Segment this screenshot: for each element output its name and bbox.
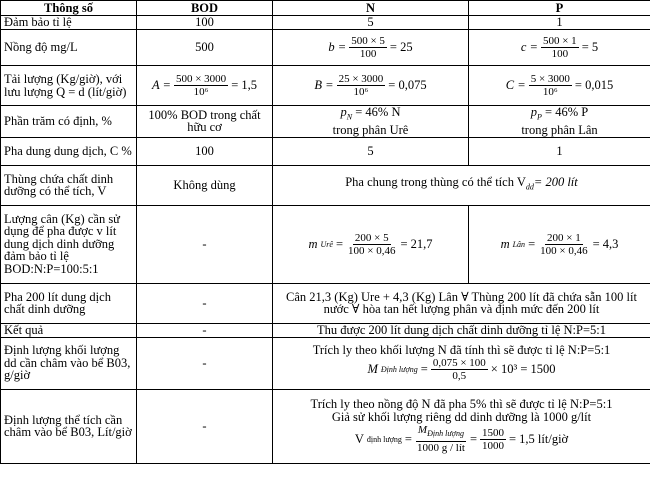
row-label: Tải lượng (Kg/giờ), với lưu lượng Q = d (lít/giờ)	[1, 66, 137, 106]
formula-lhs: m	[500, 236, 510, 251]
symbol-p: p	[340, 105, 347, 119]
row-volume-dosing	[1, 389, 650, 463]
row-result	[1, 323, 650, 337]
dosing-text: Trích ly theo khối lượng N đã tính thì sẽ được tỉ lệ N:P=5:1	[312, 343, 611, 357]
cell-np	[273, 389, 650, 463]
formula-result: = 1,5	[231, 78, 257, 92]
numerator: 0,075 × 100	[432, 357, 486, 369]
row-label: Pha 200 lít dung dịch chất dinh dưỡng	[1, 283, 137, 323]
cell-p	[469, 30, 650, 66]
fraction	[349, 35, 387, 60]
row-ratio	[1, 16, 650, 30]
numerator: 5 × 3000	[530, 73, 570, 85]
cell-bod: 100	[137, 16, 273, 30]
row-label: Nồng độ mg/L	[1, 30, 137, 66]
row-tank	[1, 165, 650, 205]
density-text: Giả sử khối lượng riêng dd dinh dưỡng là 1000 g/lít	[331, 410, 592, 425]
cell-bod: -	[137, 283, 273, 323]
formula-result: = 21,7	[400, 236, 433, 251]
row-label: Lượng cân (Kg) cần sử dụng để pha được v lít dung dịch dinh dưỡng đảm bảo tỉ lệ BOD:N:P=100:5:1	[1, 205, 137, 283]
numerator: 500 × 3000	[175, 73, 227, 85]
fraction	[529, 73, 572, 98]
cell-np: Thu được 200 lít dung dịch chất dinh dưỡng tỉ lệ N:P=5:1	[273, 323, 650, 337]
formula-result: = 1,5 lít/giờ	[509, 431, 569, 446]
cell-n	[273, 66, 469, 106]
header-param: Thông số	[1, 1, 137, 16]
formula-lhs-sub: Định lượng	[380, 365, 418, 374]
formula-lhs: C =	[505, 78, 526, 92]
numerator-symbol: M	[417, 424, 428, 437]
formula-result: = 25	[389, 40, 413, 54]
percent-n-source: trong phân Urê	[332, 123, 409, 137]
fraction	[346, 232, 397, 257]
percent-n: = 46% N	[355, 105, 401, 119]
header-n: N	[273, 1, 469, 16]
formula-result: × 10³ = 1500	[490, 362, 556, 376]
equals-sign: =	[528, 236, 536, 251]
formula-lhs: b =	[328, 40, 347, 54]
denominator: 1000 g / lít	[416, 441, 465, 454]
numerator: 25 × 3000	[338, 73, 384, 85]
numerator-sub: Định lượng	[427, 429, 464, 439]
formula-lhs: B =	[314, 78, 334, 92]
fraction	[337, 73, 386, 98]
cell-p	[469, 66, 650, 106]
row-dilution	[1, 137, 650, 165]
row-mass-dosing	[1, 337, 650, 389]
row-mixing	[1, 283, 650, 323]
formula-v-dosing	[355, 424, 568, 453]
formula-lhs-sub: Lân	[512, 239, 526, 249]
formula-b	[328, 35, 412, 60]
cell-n	[273, 106, 469, 138]
row-label: Định lượng thể tích cần châm vào bể B03, Lít/giờ	[1, 389, 137, 463]
cell-bod	[137, 66, 273, 106]
cell-bod: -	[137, 389, 273, 463]
formula-result: = 0,015	[574, 78, 614, 92]
formula-lhs: V	[354, 431, 364, 446]
formula-b-load	[314, 73, 426, 98]
fraction	[174, 73, 228, 98]
formula-result: = 4,3	[592, 236, 619, 251]
header-row	[1, 1, 650, 16]
cell-bod: -	[137, 205, 273, 283]
header-p: P	[469, 1, 650, 16]
denominator: 10⁶	[193, 86, 209, 98]
cell-n: 5	[273, 16, 469, 30]
denominator: 0,5	[452, 370, 467, 382]
formula-result: = 5	[581, 40, 599, 54]
cell-n	[273, 205, 469, 283]
cell-p	[469, 106, 650, 138]
formula-lhs-sub: Urê	[320, 239, 333, 249]
denominator: 100	[359, 48, 377, 60]
denominator: 100	[551, 48, 569, 60]
fraction	[431, 357, 488, 382]
cell-p: 1	[469, 16, 650, 30]
denominator: 10⁶	[542, 86, 558, 98]
formula-m-lan	[501, 232, 619, 257]
row-label: Kết quả	[1, 323, 137, 337]
numerator: 200 × 5	[354, 231, 389, 244]
formula-m-dosing	[367, 357, 555, 382]
formula-m-ure	[308, 232, 432, 257]
formula-result: = 0,075	[388, 78, 427, 92]
symbol-sub: P	[537, 112, 542, 122]
header-bod: BOD	[137, 1, 273, 16]
symbol-p: p	[530, 105, 538, 119]
equals-sign: =	[404, 431, 412, 446]
row-percent	[1, 106, 650, 138]
cell-p: 1	[469, 137, 650, 165]
formula-lhs: m	[308, 236, 318, 251]
percent-p-source: trong phân Lân	[521, 123, 598, 137]
cell-bod: -	[137, 337, 273, 389]
cell-bod: Không dùng	[137, 165, 273, 205]
fraction	[538, 232, 589, 257]
cell-p	[469, 205, 650, 283]
equals-sign: =	[335, 236, 343, 251]
fraction	[541, 35, 579, 60]
row-label: Phần trăm có định, %	[1, 106, 137, 138]
dosing-text: Trích ly theo nồng độ N đã pha 5% thì sẽ được tỉ lệ N:P=5:1	[310, 397, 613, 412]
cell-np	[273, 165, 650, 205]
cell-n: 5	[273, 137, 469, 165]
row-label: Đảm bảo tỉ lệ	[1, 16, 137, 30]
row-mass	[1, 205, 650, 283]
symbol-sub: N	[346, 112, 353, 122]
formula-lhs: A =	[151, 78, 171, 92]
numerator: 200 × 1	[547, 231, 581, 244]
numerator: 500 × 5	[351, 35, 385, 47]
cell-bod: -	[137, 323, 273, 337]
formula-lhs: M	[367, 362, 378, 376]
denominator: 100 × 0,46	[348, 244, 396, 257]
tank-volume: = 200 lít	[533, 175, 578, 190]
formula-lhs: c =	[520, 40, 538, 54]
formula-lhs-sub: định lượng	[366, 434, 402, 444]
cell-n	[273, 30, 469, 66]
row-label: Định lượng khối lượng dd cần châm vào bể B03, g/giờ	[1, 337, 137, 389]
percent-p: = 46% P	[545, 105, 589, 119]
cell-np	[273, 337, 650, 389]
tank-text: Pha chung trong thùng có thể tích V	[345, 175, 526, 190]
formula-c	[521, 35, 598, 60]
denominator: 100 × 0,46	[540, 244, 588, 257]
fraction	[415, 424, 467, 453]
numerator: 1500	[482, 426, 504, 439]
fraction	[480, 427, 506, 452]
row-concentration	[1, 30, 650, 66]
cell-np: Cân 21,3 (Kg) Ure + 4,3 (Kg) Lân ∀ Thùng 200 lít đã chứa sẵn 100 lít nước ∀ hòa tan hết lượng phân và định mức đến 200 lít	[273, 283, 650, 323]
denominator: 1000	[482, 439, 504, 452]
equals-sign: =	[420, 362, 428, 376]
cell-bod: 100% BOD trong chất hữu cơ	[137, 106, 273, 138]
row-label: Thùng chứa chất dinh dưỡng có thể tích, V	[1, 165, 137, 205]
numerator	[416, 424, 466, 441]
formula-a	[152, 73, 257, 98]
row-load	[1, 66, 650, 106]
cell-bod: 100	[137, 137, 273, 165]
tank-sub: dd	[525, 182, 534, 192]
cell-bod: 500	[137, 30, 273, 66]
numerator: 500 × 1	[542, 35, 577, 47]
row-label: Pha dung dung dịch, C %	[1, 137, 137, 165]
denominator: 10⁶	[353, 86, 369, 98]
formula-c-load	[506, 73, 613, 98]
equals-sign: =	[469, 431, 477, 446]
